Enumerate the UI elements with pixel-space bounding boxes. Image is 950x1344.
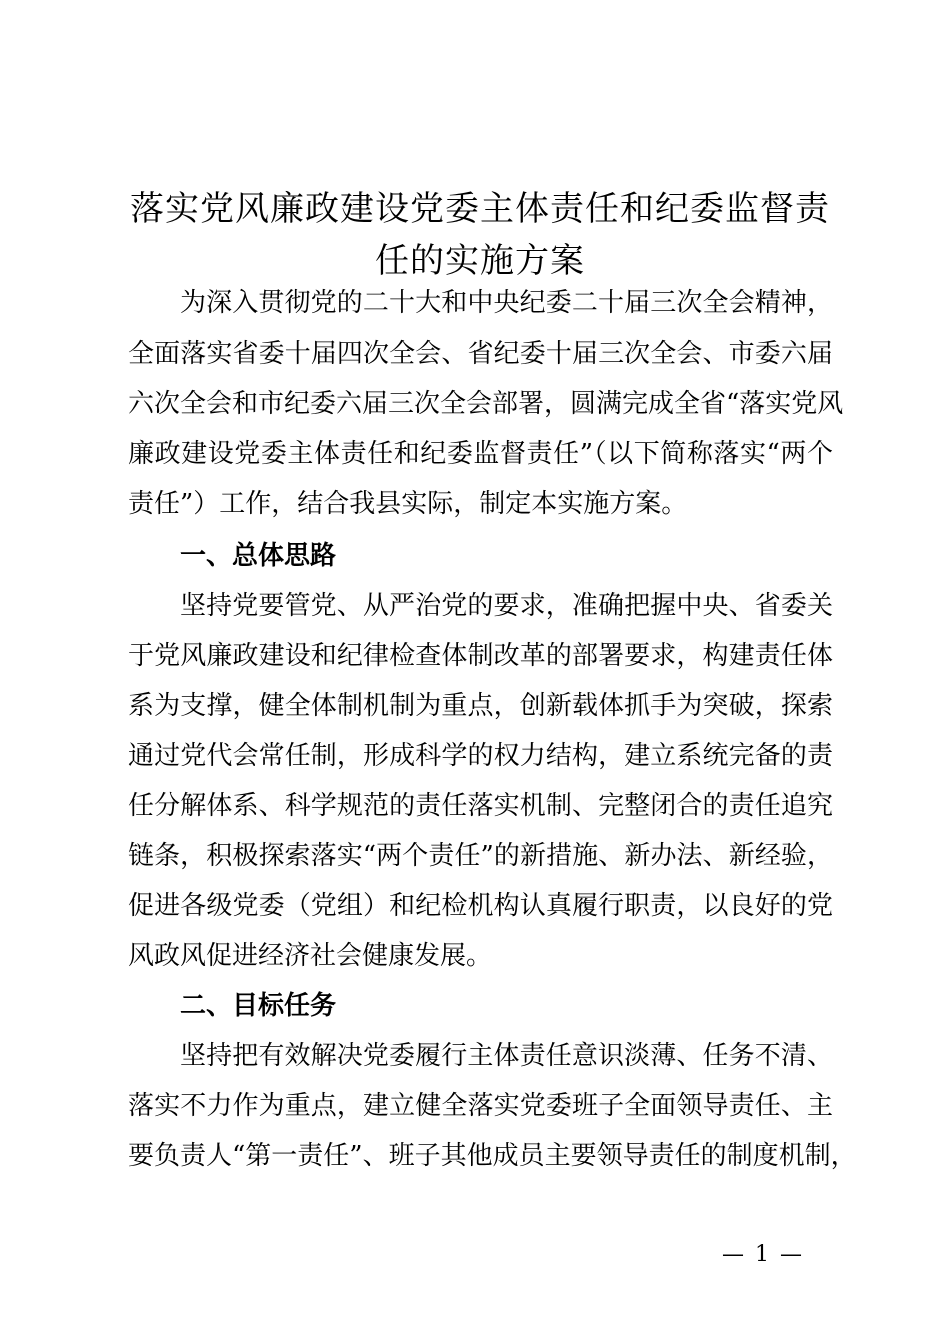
section-1-line-6: 链条，积极探索落实“两个责任”的新措施、新办法、新经验，	[128, 841, 833, 871]
section-2-line-1: 坚持把有效解决党委履行主体责任意识淡薄、任务不清、	[180, 1041, 833, 1071]
section-1-line-3: 系为支撑，健全体制机制为重点，创新载体抓手为突破，探索	[128, 691, 833, 721]
intro-line-4: 廉政建设党委主体责任和纪委监督责任”（以下简称落实“两个	[128, 439, 833, 469]
section-1-line-4: 通过党代会常任制，形成科学的权力结构，建立系统完备的责	[128, 741, 833, 771]
intro-line-5: 责任”）工作，结合我县实际，制定本实施方案。	[128, 489, 688, 519]
section-2-line-2: 落实不力作为重点，建立健全落实党委班子全面领导责任、主	[128, 1091, 833, 1121]
section-1-line-2: 于党风廉政建设和纪律检查体制改革的部署要求，构建责任体	[128, 641, 833, 671]
section-1-line-1: 坚持党要管党、从严治党的要求，准确把握中央、省委关	[180, 591, 833, 621]
section-1-line-7: 促进各级党委（党组）和纪检机构认真履行职责，以良好的党	[128, 891, 833, 921]
section-1-heading: 一、总体思路	[180, 541, 337, 571]
document-title	[120, 183, 840, 287]
page-number: — 1 —	[722, 1242, 804, 1267]
section-2-line-3: 要负责人“第一责任”、班子其他成员主要领导责任的制度机制，	[128, 1141, 857, 1171]
title-line-2: 任的实施方案	[375, 241, 585, 281]
intro-line-1: 为深入贯彻党的二十大和中央纪委二十届三次全会精神，	[180, 288, 833, 318]
intro-line-3: 六次全会和市纪委六届三次全会部署，圆满完成全省“落实党风	[128, 389, 844, 419]
title-line-1: 落实党风廉政建设党委主体责任和纪委监督责	[130, 189, 830, 229]
intro-line-2: 全面落实省委十届四次全会、省纪委十届三次全会、市委六届	[128, 339, 833, 369]
section-1-line-5: 任分解体系、科学规范的责任落实机制、完整闭合的责任追究	[128, 791, 833, 821]
section-2-heading: 二、目标任务	[180, 991, 337, 1021]
section-1-line-8: 风政风促进经济社会健康发展。	[128, 941, 493, 971]
